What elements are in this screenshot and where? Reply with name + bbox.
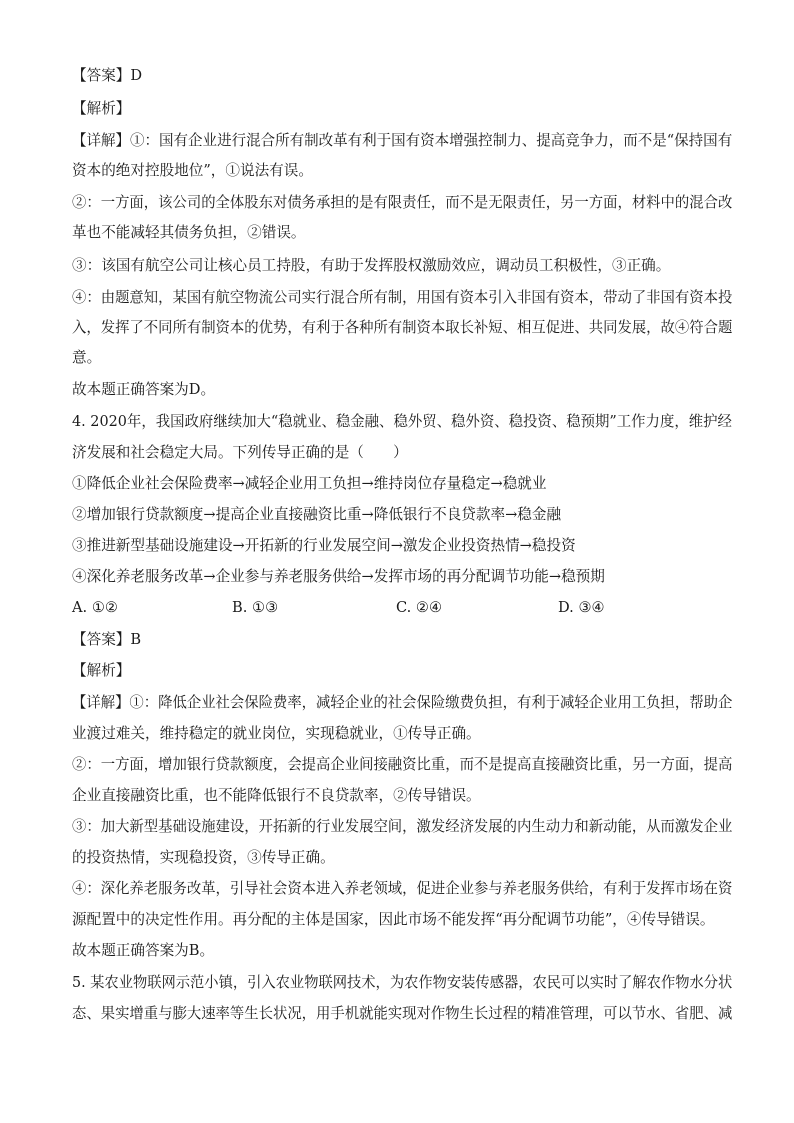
q4-analysis-line: ③：加大新型基础设施建设，开拓新的行业发展空间，激发经济发展的内生动力和新动能，从而激发企业: [72, 818, 733, 835]
q4-item: ④深化养老服务改革→企业参与养老服务供给→发挥市场的再分配调节功能→稳预期: [72, 568, 605, 585]
q4-item: ②增加银行贷款额度→提高企业直接融资比重→降低银行不良贷款率→稳金融: [72, 506, 562, 523]
q4-analysis-line: 【详解】①：降低企业社会保险费率，减轻企业的社会保险缴费负担，有利于减轻企业用工负担，帮助企: [72, 694, 733, 711]
q4-item: ③推进新型基础设施建设→开拓新的行业发展空间→激发企业投资热情→稳投资: [72, 537, 576, 554]
q5-stem-line: 态、果实增重与膨大速率等生长状况，用手机就能实现对作物生长过程的精准管理，可以节水、省肥、减: [72, 1005, 733, 1022]
q4-option-d: D. ③④: [558, 599, 605, 616]
q3-analysis-line: 资本的绝对控股地位”，①说法有误。: [72, 162, 313, 179]
q4-option-c: C. ②④: [396, 599, 443, 616]
q3-analysis-line: ③：该国有航空公司让核心员工持股，有助于发挥股权激励效应，调动员工积极性，③正确。: [72, 257, 671, 274]
q3-analysis-label: 【解析】: [72, 100, 131, 117]
q4-item: ①降低企业社会保险费率→减轻企业用工负担→维持岗位存量稳定→稳就业: [72, 475, 547, 492]
q4-answer-label: 【答案】B: [72, 631, 142, 648]
q4-analysis-label: 【解析】: [72, 662, 131, 679]
q4-stem-line: 济发展和社会稳定大局。下列传导正确的是（ ）: [72, 444, 408, 461]
q3-answer-label: 【答案】D: [72, 67, 143, 84]
q4-analysis-line: 业渡过难关，维持稳定的就业岗位，实现稳就业，①传导正确。: [72, 725, 481, 742]
q4-analysis-line: ④：深化养老服务改革，引导社会资本进入养老领域，促进企业参与养老服务供给，有利于发挥市场在资: [72, 880, 733, 897]
q4-option-b: B. ①③: [232, 599, 279, 616]
q4-analysis-line: ②：一方面，增加银行贷款额度，会提高企业间接融资比重，而不是提高直接融资比重，另一方面，提高: [72, 756, 733, 773]
q5-stem-line: 5. 某农业物联网示范小镇，引入农业物联网技术，为农作物安装传感器，农民可以实时了解农作物水分状: [72, 974, 733, 991]
q3-analysis-line: ④：由题意知，某国有航空物流公司实行混合所有制，用国有资本引入非国有资本，带动了非国有资本投: [72, 289, 733, 306]
q3-analysis-line: 入，发挥了不同所有制资本的优势，有利于各种所有制资本取长补短、相互促进、共同发展，故④符合题: [72, 319, 733, 336]
q3-analysis-line: 意。: [72, 349, 102, 366]
q4-analysis-line: 企业直接融资比重，也不能降低银行不良贷款率，②传导错误。: [72, 787, 481, 804]
q3-analysis-line: 革也不能减轻其债务负担，②错误。: [72, 224, 306, 241]
q4-stem-line: 4. 2020年，我国政府继续加大“稳就业、稳金融、稳外贸、稳外资、稳投资、稳预期”工作力度，维护经: [72, 413, 732, 430]
q3-analysis-line: ②：一方面，该公司的全体股东对债务承担的是有限责任，而不是无限责任，另一方面，材料中的混合改: [72, 194, 733, 211]
q4-analysis-line: 源配置中的决定性作用。再分配的主体是国家，因此市场不能发挥“再分配调节功能”，④传导错误。: [72, 911, 715, 928]
q3-analysis-line: 【详解】①：国有企业进行混合所有制改革有利于国有资本增强控制力、提高竞争力，而不是“保持国有: [72, 132, 733, 149]
q4-option-a: A. ①②: [72, 599, 118, 616]
q4-conclusion: 故本题正确答案为B。: [72, 942, 215, 959]
q3-conclusion: 故本题正确答案为D。: [72, 381, 216, 398]
q4-analysis-line: 的投资热情，实现稳投资，③传导正确。: [72, 849, 335, 866]
